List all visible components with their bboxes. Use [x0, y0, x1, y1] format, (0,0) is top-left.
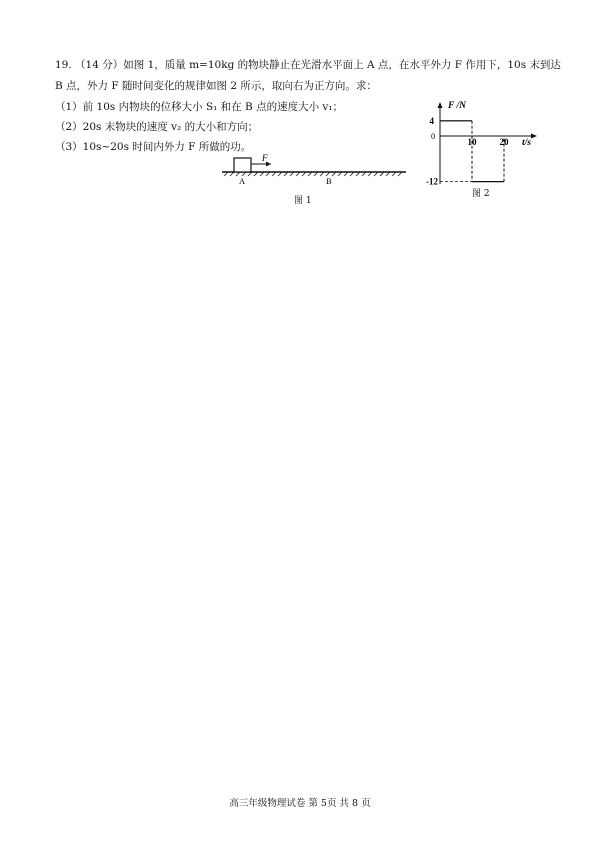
problem-text-line-1: 19. （14 分）如图 1，质量 m=10kg 的物块静止在光滑水平面上 A 点，在水平外力 F 作用下，10s 末到达 — [55, 59, 561, 71]
block — [234, 158, 251, 172]
y-axis-label: F /N — [448, 101, 467, 111]
figure-1-diagram — [220, 150, 410, 192]
point-a-label: A — [239, 176, 246, 186]
x-axis-arrow — [531, 134, 537, 139]
question-2: （2）20s 末物块的速度 v₂ 的大小和方向； — [55, 121, 259, 133]
x-tick-label-20: 20 — [499, 137, 509, 147]
figure-1-caption: 图 1 — [294, 196, 312, 206]
figure-2-force-time-graph — [420, 98, 545, 188]
x-axis-label: t/s — [522, 138, 531, 148]
y-tick-label-4: 4 — [429, 115, 434, 126]
y-tick-label-neg12: -12 — [426, 176, 438, 187]
page-footer: 高三年级物理试卷 第 5页 共 8 页 — [229, 798, 371, 809]
question-1: （1）前 10s 内物块的位移大小 S₁ 和在 B 点的速度大小 v₁； — [55, 101, 344, 113]
figure-2-caption: 图 2 — [472, 189, 490, 199]
origin-label: 0 — [431, 131, 436, 141]
y-axis-arrow — [438, 102, 443, 108]
point-b-label: B — [326, 176, 332, 186]
force-plot — [426, 116, 509, 187]
problem-text-line-2: B 点，外力 F 随时间变化的规律如图 2 所示，取向右为正方向。求： — [55, 80, 377, 92]
question-3: （3）10s~20s 时间内外力 F 所做的功。 — [55, 141, 252, 153]
force-label: F — [262, 153, 268, 163]
x-tick-label-10: 10 — [467, 137, 477, 147]
